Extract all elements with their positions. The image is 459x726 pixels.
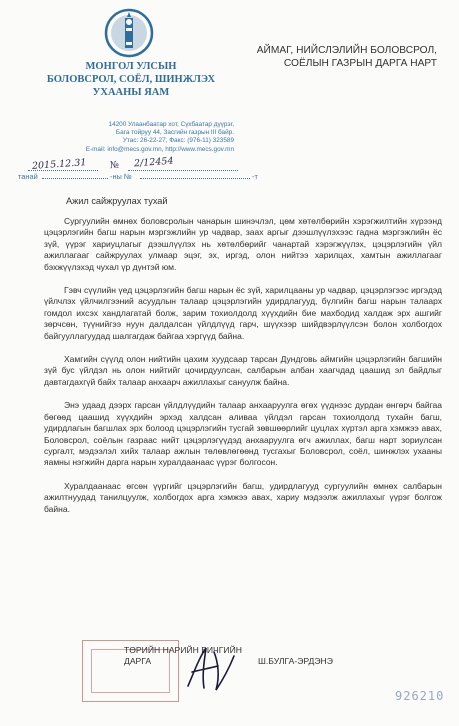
body-paragraph: Хамгийн сүүлд олон нийтийн цахим хуудсаар тарсан Дундговь аймгийн цэцэрлэгийн багшийн зүй бус үйлдэл нь олон нийтийг цочирдуулсан, салбарын албан хаагчдад цаашид эл байдлыг давтагдахгүй байх талаар анхаарч ажиллахыг сануулж байна. [44,354,442,387]
reference-number-label: № [109,159,120,172]
body-paragraph: Сургуулийн өмнөх боловсролын чанарын шинэчлэл, цөм хөтөлбөрийн хэрэгжилтийн хүрээнд цэцэрлэгийн багш нарын мэргэжлийн ур чадвар, заах аргыг дээшлүүлэхээс гадна мэргэжлийн ёс зүй, үүрэг хариуцлагыг дээшлүүлэх нь хөтөлбөрийг чанартай хэрэгжүүлэх, цэцэрлэгийн үйл ажиллагааг сайжруулах улмаар эцэг, эх, иргэд, олон нийтээ харилцах, хамтын ажиллагааг бэхжүүлэхэд чухал үр дүнтэй юм. [44,216,442,272]
contact-line: 14200 Улаанбаатар хот, Сүхбаатар дүүрэг, [108,121,234,128]
ministry-line: МОНГОЛ УЛСЫН [85,61,177,72]
letter-subject: Ажил сайжруулах тухай [66,196,168,206]
ministry-line: БОЛОВСРОЛ, СОЁЛ, ШИНЖЛЭХ [46,74,216,85]
contact-line: E-mail: info@mecs.gov.mn, http://www.mecs.gov.mn [85,145,234,153]
reply-label-mid: -ны № [110,172,132,181]
body-paragraph: Энэ удаад дээрх гарсан үйлдлүүдийн талаар анхааруулга өгөх үүднээс дурдан өнгөрч байгаа бөгөөд цаашид хүүхдийн эрхэд халдсан аливаа үйлдэл гарсан тохиолдолд тухайн багш, удирдлагын багшлах эрх болоод цэцэрлэгийн тусгай зөвшөөрлийг цуцлах хүртэл арга хэмжээ авах, Боловсрол, соёлын газраас нийт цэцэрлэгүүдэд анхааруулга өгч ажиллах, багш нарт зориулсан сургалт, мэдээлэл хийх талаар ажлын төлөвлөгөөнд тусгахыг Боловсрол, соёл, шинжлэх ухааны яамны нэгжийн дарга нарын хуралдаанаас үүрэг болгосон. [44,400,442,468]
addressee-line: СОЁЛЫН ГАЗРЫН ДАРГА НАРТ [283,58,437,69]
signatory-name: Ш.БУЛГА-ЭРДЭНЭ [258,656,333,666]
addressee [257,44,437,70]
reply-label-right: -т [252,172,258,181]
document-number: 926210 [395,689,445,703]
letter-body [44,216,442,527]
addressee-line: АЙМАГ, НИЙСЛЭЛИЙН БОЛОВСРОЛ, [256,45,437,56]
contact-line: Утас: 26-22-27, Факс: (976-11) 323589 [122,137,234,145]
body-paragraph: Хуралдаанаас өгсөн үүргийг цэцэрлэгийн багш, удирдлагууд сургуулийн өмнөх салбарын ажилтнуудад танилцуулж, холбогдох арга хэмжээ авах, хариу мэдээлж ажиллахыг үүрэг болгож байна. [44,480,442,514]
reference-date: 2015.12.31 [31,157,87,172]
reference-number: 2/12454 [133,155,174,170]
signatory-title-line2: ДАРГА [124,656,152,666]
ministry-contact [34,121,234,154]
body-paragraph: Гэвч сүүлийн үед цэцэрлэгийн багш нарын ёс зүй, харилцааны ур чадвар, цэцэрлэгээс иргэдэд үйлчлэх үйлчилгээний асуудлын талаар цэцэрлэгийн удирдлагууд, бүлгийн багш нарын талаарх гомдол ихсэх хандлагатай болж, зарим тохиолдолд хүүхдийн бие махбодид халдаж эрх ашгийг зөрчсөн, түүнийгээ нуун далдалсан үйлдлүүд гарч, шүүхээр шийдвэрлүүлсэн болон холбогдох байгууллагуудад шалгагдаж байгаа хэргүүд байна. [44,285,442,341]
ministry-name [28,60,234,99]
soyombo-emblem-icon [104,8,154,58]
handwritten-signature [180,642,240,694]
ministry-line: УХААНЫ ЯАМ [92,87,170,98]
reference-reply-line [18,172,258,182]
contact-line: Бага тойруу 44, Засгийн газрын III байр. [115,129,234,137]
reference-handwritten [18,157,228,173]
reply-label-left: танай [18,172,38,181]
signatory-title-line1: ТӨРИЙН НАРИЙН БИЧГИЙН [124,645,242,655]
